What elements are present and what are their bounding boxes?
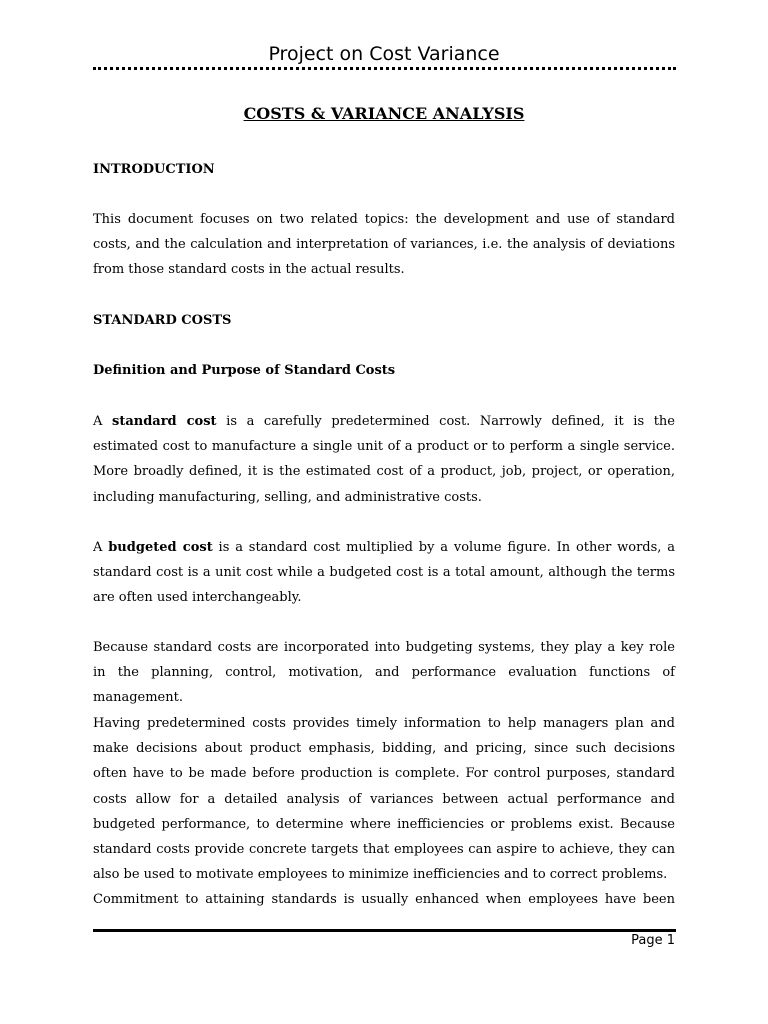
page-header-title: Project on Cost Variance xyxy=(268,43,500,65)
standard-costs-heading: STANDARD COSTS xyxy=(93,313,232,328)
footer-rule xyxy=(93,929,676,932)
header-dotted-rule xyxy=(93,67,676,70)
standard-cost-paragraph xyxy=(93,409,675,510)
predetermined-costs-paragraph: Having predetermined costs provides timely information to help managers plan and make decisions about product emphasis, bidding, and pricing, since such decisions often have to be made before production is complete. For control purposes, standard costs allow for a detailed analysis of variances between actual performance and budgeted performance, to determine where inefficiencies or problems exist. Because standard costs provide concrete targets that employees can aspire to achieve, they can also be used to motivate employees to minimize inefficiencies and to correct problems. xyxy=(93,716,675,883)
standard-cost-text: is a carefully predetermined cost. Narrowly defined, it is the estimated cost to manufacture a single unit of a product or to perform a single service. More broadly defined, it is the estimated cost of a product, job, project, or operation, including manufacturing, selling, and administrative costs. xyxy=(93,414,675,505)
budgeted-cost-paragraph xyxy=(93,535,675,611)
budgeted-cost-text: is a standard cost multiplied by a volume figure. In other words, a standard cost is a unit cost while a budgeted cost is a total amount, although the terms are often used interchangeably. xyxy=(93,540,675,606)
standard-cost-prefix: A xyxy=(93,414,112,429)
standard-cost-term: standard cost xyxy=(112,414,217,429)
document-title: COSTS & VARIANCE ANALYSIS xyxy=(243,104,525,123)
introduction-heading: INTRODUCTION xyxy=(93,162,215,177)
page-number: Page 1 xyxy=(631,933,675,948)
commitment-paragraph: Commitment to attaining standards is usually enhanced when employees have been xyxy=(93,892,675,907)
budgeting-paragraph: Because standard costs are incorporated into budgeting systems, they play a key role in the planning, control, motivation, and performance evaluation functions of management. xyxy=(93,640,675,706)
budgeted-cost-term: budgeted cost xyxy=(108,540,213,555)
budgeted-cost-prefix: A xyxy=(93,540,109,555)
intro-paragraph: This document focuses on two related topics: the development and use of standard costs, and the calculation and interpretation of variances, i.e. the analysis of deviations from those standard costs in the actual results. xyxy=(93,212,675,278)
definition-heading: Definition and Purpose of Standard Costs xyxy=(93,363,396,378)
